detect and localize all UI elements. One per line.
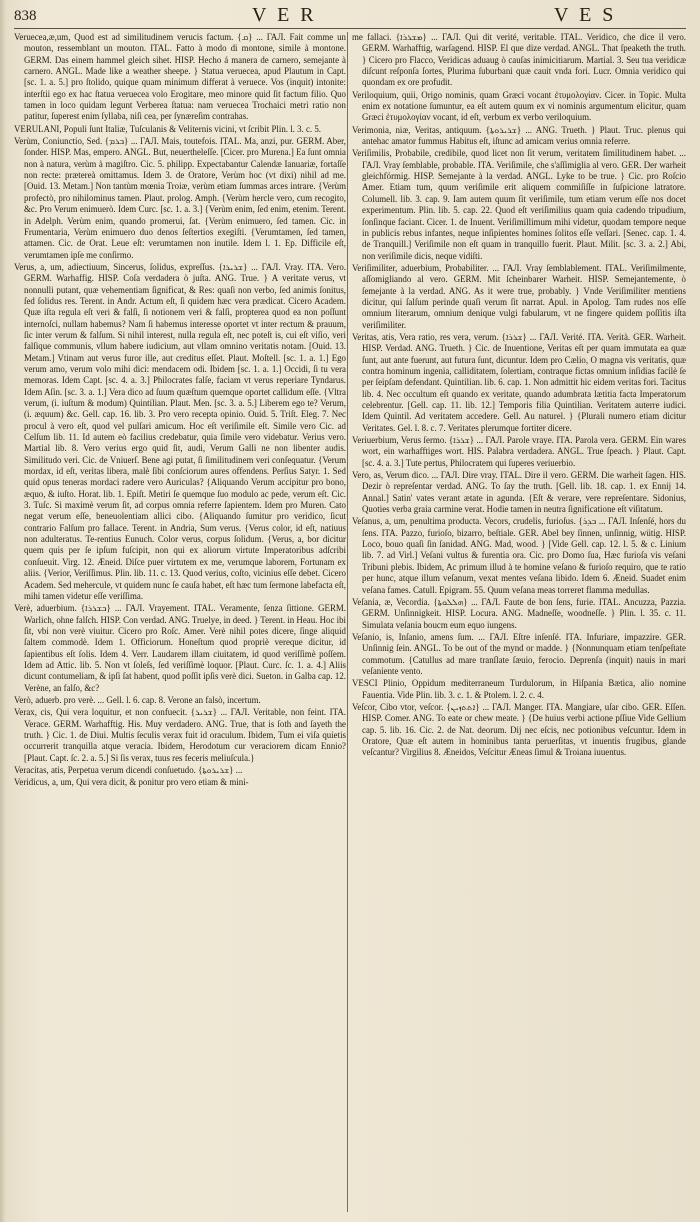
- entry: Veſanio, is, Inſanio, amens ſum. ... ГАЛ. Eſtre inſenſé. ITA. Infuriare, impazzire. GER. Unſinnig ſein. ANGL. To be out of the mynd or madde. } {Nonnunquam etiam tenſpeſtate commotum. {Catullus ad mare tranſlate ſæuio, ferocio. Deprenſa (inquit) nauis in mari veſaniente vento.: [352, 631, 686, 676]
- page-header: [14, 4, 686, 26]
- entry: Verè, aduerbium. {ܒܫܪܪܐ} ... ГАЛ. Vrayement. ITAL. Veramente, ſenza ſittione. GERM. Warlich, ohne falſch. HISP. Con verdad. ANG. Truelye, in deed. } Terent. in Heau. Hoc ibi ſit, vbi non verè viuitur. Cicero pro Roſc. Amer. Verè nihil potes dicere, ſinge aliquid ſaltem commodè. Idem 1. Officiorum. Honeſtum quod propriè vereque dicitur, id ſapientibus eſt ſolis. Idem 4. Verr. Laudarem illam ciuitatem, id quod veriſſimè poſſem. Idem ad Attic. lib. 5. Non vt ſoleſs, ſed veriſſimè loquor. [Plaut. Curc. ſc. 1. a. 4.] Aliis dicunt contumeliam, & ipſi ſat habent, quod poſſit ipſis verè dici. Sueton. in Galba cap. 12. Verène, an falſo, &c?: [14, 603, 346, 693]
- binding-shadow: [0, 0, 6, 1222]
- entry: Verus, a, um, adiectiuum, Sincerus, ſolidus, expreſſus. {ܫܪܝܪܐ} ... ГАЛ. Vray. ITA. Vero. GERM. Warhaffig. HISP. Coſa verdadera ò juſta. ANG. True. } A veritate verus, vt nonnulli putant, quæ vehementiam ſignificat, & Res: quaſi non verbo, ſed animis ſonitus, ſed ſolidus res. Terent. in Andr. Actum eſt, ſi quidem hæc vera prædicat. Cicero Academ. Quæ iſta regula eſt veri & falſi, ſi notionem veri & falſi, propterea quod ea non poſſunt internoſci, nullam habemus? Nam ſi habemus interesse oportet vt inter rectum & prauum, ſic inter verum & falſum. Si nihil interest, nulla regula eſt, nec poteſt is, cui eſt viſio, veri falſique communis, vllum habere iudicium, aut vllam omnino veritatis notam. [Ouid. 13. Metam.] Vtinam aut verus furor ille, aut creditus eſſet. Plaut. Moſtell. [sc. 1. a. 1.] Ego verum amo, verum volo mihi dici: mendacem odi. Ibidem [sc. 1. a. 1.] Occidi, ſi tu vera memoras. Idem Capt. [sc. 4. a. 3.] Philocrates falſe, faciam vt verus reperiare Tyndarus. Idem Aſin. [sc. 3. a. 1.] Vera dico ad ſuum quæſtum quemque oportet callidum eſſe. {Vltra verum, (i. iuſtum & modum) Quintilian. Plaut. Men. [sc. 3. a. 5.] Liberem ego te? Verum, (i. æquum) &c. Gell. cap. 16. lib. 3. Pro vero recepta opinio. Ouid. 5. Triſt. Eleg. 7. Nec procul à vero eſt, quod vel pulſari amicum. Hoc eſt veriſimile eſt. Simile vero Cic. ad Celſum lib. 11. Id autem eò facilius credebatur, quia ſimile vero videbatur. Verius vero. Martial lib. 8. Vero verius ergo quid ſit, audi, Verum Galli ne non libenter audis. Similitudo veri. Cic. de Vniuerſ. Bene agi putat, ſi ſimilitudinem veri conſequatur. {Verum mordax, id eſt, veritas libera, malè ſibi conſciorum aures offendens. Perſius Satyr. 1. Sed quid opus teneras mordaci radere vero Auriculas? {Aliquando Verum accipitur pro bono, æquo, & iuſto. Horat. lib. 1. Epiſt. Metiri ſe quemque ſuo modulo ac pede, verum eſt. Cic. 3. Tuſc. Si maximè verum ſit, ad corpus omnia referre ſapientem. Idem pro Muren. Cato negat verum eſſe, beneuolentiam allici cibo. {Aliquando ſumitur pro veridico, ſicut contrario Falſum pro fallace. Terent. in Andria, Sum verus. {Verus color, id eſt, natiuus non adulteratus. Te-rentius Eunuch. Color verus, corpus ſolidum. {Verus, a, bor dicitur quem quis per ſe ipſum fuſcipit, non qui ex aliorum virtute Imperatoribus adſcribi conſueuit. Virg. 12. Æneid. Diſce puer virtutem ex me, verumque laborem, Fortunam ex aliis. {Verior, Veriſſimus. Plin. lib. 11. c. 13. Quod verius, coſto, vicinius eſſe debet. Cicero Academ. Sed mehercule, vt quidem nunc ſe cauſa habet, eſt hæc tum ſermone labefacta eſt, mihi tamen videtur eſſe veriſſima.: [14, 261, 346, 601]
- entry: Vero, as, Verum dico. ... ГАЛ. Dire vray. ITAL. Dire il vero. GERM. Die warheit ſagen. HIS. Dezir ò repreſentar verdad. ANG. To ſay the truth. [Gell. lib. 18. cap. 1. ex Ennij 14. Annal.] Satin' vates verant ætate in agunda. {Eſt & verare, vere repreſentare. Sidonius, Quoties verba graia carmine verat. Hodie tamen in neutra ſignificatione eſt viſitatum.: [352, 470, 686, 515]
- entry: Veriloquium, quii, Origo nominis, quam Græci vocant ἐτυμολογίαν. Cicer. in Topic. Multa enim ex notatione ſumuntur, ea eſt autem quum ex vi nominis argumentum elicitur, quam Græci ἐτυμολογίαν vocant, id eſt, verbum ex verbo veriloquium.: [352, 89, 686, 123]
- entry: Verax, cis, Qui vera loquitur, et non confuecit. {ܫܪܝܪ} ... ГАЛ. Veritable, non feint. ITA. Verace. GERM. Warhafftig. His. Muy verdadero. ANG. True, that is ſoth and ſayeth the truth. } Cic. 1. de Diui. Multis ſeculis verax fuit id oraculum. Ibidem, Tum ei viſa quietis occurrerit tranquilla atque veracia. Ibidem, Herodotum cur veraciorem dicam Ennio? [Plaut. Capt. ſc. 2. a. 5.] Si ſis verax, tuus res feceris meliuſcula.}: [14, 707, 346, 763]
- entry: Veſania, æ, Vecordia. {ܗܠܠܘܬܐ} ... ГАЛ. Faute de bon ſens, furie. ITAL. Ancuzza, Pazzia. GERM. Unſinnigkeit. HISP. Locura. ANG. Madneſſe, woodneſſe. } Plin. l. 35. c. 11. Simulata veſania boucm eum equo iungens.: [352, 596, 686, 630]
- entry: Veruecea,æ,um, Quod est ad similitudinem verucis factum. {ܩ} ... ГАЛ. Fait comme un mouton, ressemblant un mouton. ITAL. Fatto à modo di montone, simile à montone. GERM. Das einem hammel gleich sihet. HISP. Hecho á manera de carnero, semejante à carnero. ANGL. Made like a weather sheepe. } Statua veruecea, apud Plautum in Capt. [sc. 1. a. 5.] pro ſtolido, quique quam minimum differat à veruece. Vos (inquit) intonite: interſtii ego ex hac ſtatua veruecea volo Erogitare, meo minore quid ſit factum filio. Quo tamen in loco quidam legunt Verberea ſtatua: nam veruecea Trochaici metri ratio non patitur, ſuperest enim ſyllaba, niſi cea, per ſynæreſim contrahas.: [14, 32, 346, 122]
- entry: Veracitas, atis, Perpetua verum dicendi conſuetudo. {ܫܪܝܪܘܬܐ} ...: [14, 765, 243, 775]
- entry: Veridicus, a, um, Qui vera dicit, & ponitur pro vero etiam & mini-: [14, 777, 249, 788]
- entry: Veſanus, a, um, penultima producta. Vecors, crudelis, furioſus. {ܒܕܪ ... ГАЛ. Inſenſé, hors du ſens. ITA. Pazzo, furioſo, bizarro, beſtiale. GER. Abel bey ſinnen, unſinnig, wütig. HISP. Loco, bouo quaſi ſin ſanidad. ANG. Mad, wood. } [Vide Gell. cap. 12. l. 5. & c. Linium lib. 7. ad Virl.] Veſani vultus & furentia ora. Cic. pro Domo ſua, Hæc furioſa vis veſani Tribuni plebis. Ibidem, Ac primum illud à te homine veſano & furioſo requiro, que te ratio per hunc, atque illum veſanum, vexat mentes veſana libido. Idem 6. Æneid. Suadet enim veſana fames. Catull. Epigram. 55. Quum veſana meas torreret flamma medullas.: [352, 516, 686, 595]
- entry: Veriſimilis, Probabile, credibile, quod licet non ſit verum, veritatem ſimilitudinem habet. ... ГАЛ. Vray ſemblable, probable. ITA. Veriſimile, che s'aſſimiglia al vero. GER. Der warheit gleichförmig. HISP. Semejante à la verdad. ANGL. Lyke to be true. } Cic. pro Roſcio Amer. Etiam tum, quum veriſimile erit aliquem commiſiſſe in ſuſpicione latratore. Columell. lib. 3. cap. 9. Iam autem quum ſit veriſimile, tum etiam verum eſſe nos docet experimentum. Plin. lib. 5. cap. 22. Quod eſt veriſimilius quam quia cadendo tripudium, ſonſinque faciant. Cicer. 1. de Inuent. Veriſimillimum mihi videtur, quodam tempore neque in publicis rebus infantes, neque inſipientes homines ſolitos eſſe veſſari. [Senec. cap. 1. 4. de Tranquill.] Veriſimile non eſt quam in tranquillo fuerit. Plaut. Milit. [sc. 3. a. 2.] Abi, non veriſimile dicis, neque vidiſti.: [352, 148, 686, 261]
- page-number: 838: [14, 8, 37, 24]
- entry: VESCI Plinio, Oppidum mediterraneum Turdulorum, in Hiſpania Bætica, alio nomine Fauentia. Vide Plin. lib. 3. c. 1. & Ptolem. l. 2. c. 4.: [352, 678, 686, 700]
- entry: Veritas, atis, Vera ratio, res vera, verum. {ܫܪܪܐ} ... ГАЛ. Verité. ITA. Verità. GER. Warheit. HISP. Verdad. ANG. Trueth. } Cic. de Inuentione, Veritas eſt per quam immutata ea quæ ſunt, aut ante fuerunt, aut futura ſunt, dicuntur. Idem pro Cælio, O magna vis veritatis, quæ contra hominum ingenia, calliditatem, ſolertiam, contraque fictas omnium inſidias facilè ſe per ſeipſam defendant. Quintilian. lib. 6. cap. 1. Non admittit hic eidem veritas fori. Tacitus lib. 4. Nec occultum eſt quando ex veritate, quando adumbrata lætitia facta Imperatorum celebrentur. [Gell. cap. 11. lib. 12.] Temporis filia Quintilian. Veritatem auterre iudici. Idem Quintil. Ad veritatem accedere. Gell. Au naturel. } {Plurali numero etiam dicitur Veritates. Gel. l. 8. c. 7. Veritates plerumque fortiter dicere.: [352, 331, 686, 433]
- entry: VERULANI, Populi ſunt Italiæ, Tuſculanis & Veliternis vicini, vt ſcribit Plin. l. 3. c. 5.: [14, 123, 322, 134]
- entry: Verùm, Coniunctio, Sed. {ܒܪܡ} ... ГАЛ. Mais, toutefois. ITAL. Ma, anzi, pur. GERM. Aber, ſonder. HISP. Mas, empero. ANGL. But, neuertheleſſe. [Cicer. pro Murena.] Ea ſunt omnia non à natura, verùm à magiſtro. Cic. 5. philipp. Expectabantur Calendæ Ianuariæ, fortaſſe non recte: prætereà omittamus. Idem 3. de Oratore, Verùm hoc (vt dixi) nihil ad me. [Ouid. 13. Metam.] Non tantùm mœnia Troiæ, verùm etiam ſummas arces intrare. {Verùm profectò, pro nihilominus tamen. Plaut. prolog. Amph. {Verùm hercle vero, cum recogito, &c. Pro Verum enimuerò. Idem Curc. [sc. 1. a. 3.] {Verùm enim, ſed enim, etenim. Terent. in Adelph. Verùm enim, quando promerui, ſat. {Verùm enimuero, ſed tamen. Cic. in Frumentaria, Verùm enimuero duo denos ſeſtertios exegiſti. {Verumtamen, ſed tamen, attamen. Cic. de Orat. Leue eſt: verumtamen non inutile. Idem l. 1. Ep. Difficile eſt, verumtamen ipſe me conſirmo.: [14, 136, 346, 260]
- entry: Verò, aduerb. pro verè. ... Gell. l. 6. cap. 8. Verone an falsò, incertum.: [14, 694, 261, 705]
- entry: Verimonia, niæ, Veritas, antiquum. {ܫܪܝܪܘܬܐ} ... ANG. Trueth. } Plaut. Truc. plenus qui antehac amator fummus Habitus eſt, iſtunc ad amicam verius omnia referre.: [352, 124, 686, 147]
- left-column: [14, 32, 346, 1212]
- right-column: [352, 32, 686, 1212]
- header-rule: [14, 28, 686, 29]
- running-head-left: V E R: [252, 4, 317, 26]
- entry: Veſcor, Cibo vtor, veſcor. {ܐܬܬܙܝܢ} ... ГАЛ. Manger. ITA. Mangiare, uſar cibo. GER. Eſſen. HISP. Comer. ANG. To eate or chew meate. } {De huius verbi actione pſſiue Vide Gellium cap. 5. lib. 16. Cic. 2. de Nat. deorum. Dij nec eſcis, nec potionibus veſcuntur. Idem in Oratore, Quæ eſt autem in hominibus tanta peruerſitas, vt inuentis frugibus, glande veſcantur? Virgilius 8. Æneidos, Veſcitur Æneas ſimul & Troiana iuuentus.: [352, 701, 686, 758]
- entry: Veriuerbium, Verus ſermo. {ܫܪܪܐ} ... ГАЛ. Parole vraye. ITA. Parola vera. GERM. Ein wares wort, ein warhafftiges wort. HIS. Palabra verdadera. ANGL. True ſpeach. } Plaut. Capt. [sc. 4. a. 3.] Tute pertus, Philocratem qui ſuperes veriuerbio.: [352, 435, 686, 468]
- running-head-right: V E S: [554, 4, 617, 26]
- entry: Veriſimiliter, aduerbium, Probabiliter. ... ГАЛ. Vray ſemblablement. ITAL. Veriſimilmente, aſſomigliando al vero. GERM. Mit ſcheinbarer Warheit. HISP. Semejantemente, ò ſemejante à la verdad. ANG. As it were true, probably. } Vnde Veriſimiliter mentiens dicitur, qui ſalſum perinde quaſi verum ſit narrat. Apul. in Apolog. Tam rudes nos eſſe omnium literarum, omnium denique vulgi fabularum, vt ne fingere quidem poſſitis iſta veriſimiliter.: [352, 262, 686, 330]
- column-divider: [347, 32, 348, 1212]
- entry: me fallaci. {ܡܫܪܪܐ} ... ГАЛ. Qui dit verité, veritable. ITAL. Veridico, che dice il vero. GERM. Warhafftig, warſagend. HISP. El que dize verdad. ANGL. That ſpeaketh the truth. } Cicero pro Flacco, Veridicas aduaug ò cauſas inimicitiarum. Martial. 3. Seu tua veridicæ diſcunt reſponſa ſortes, Plurima ſuburbani quæ cauit vnda fori. Lucr. Omnia veridico qui quondam ex ore profudit.: [352, 32, 686, 88]
